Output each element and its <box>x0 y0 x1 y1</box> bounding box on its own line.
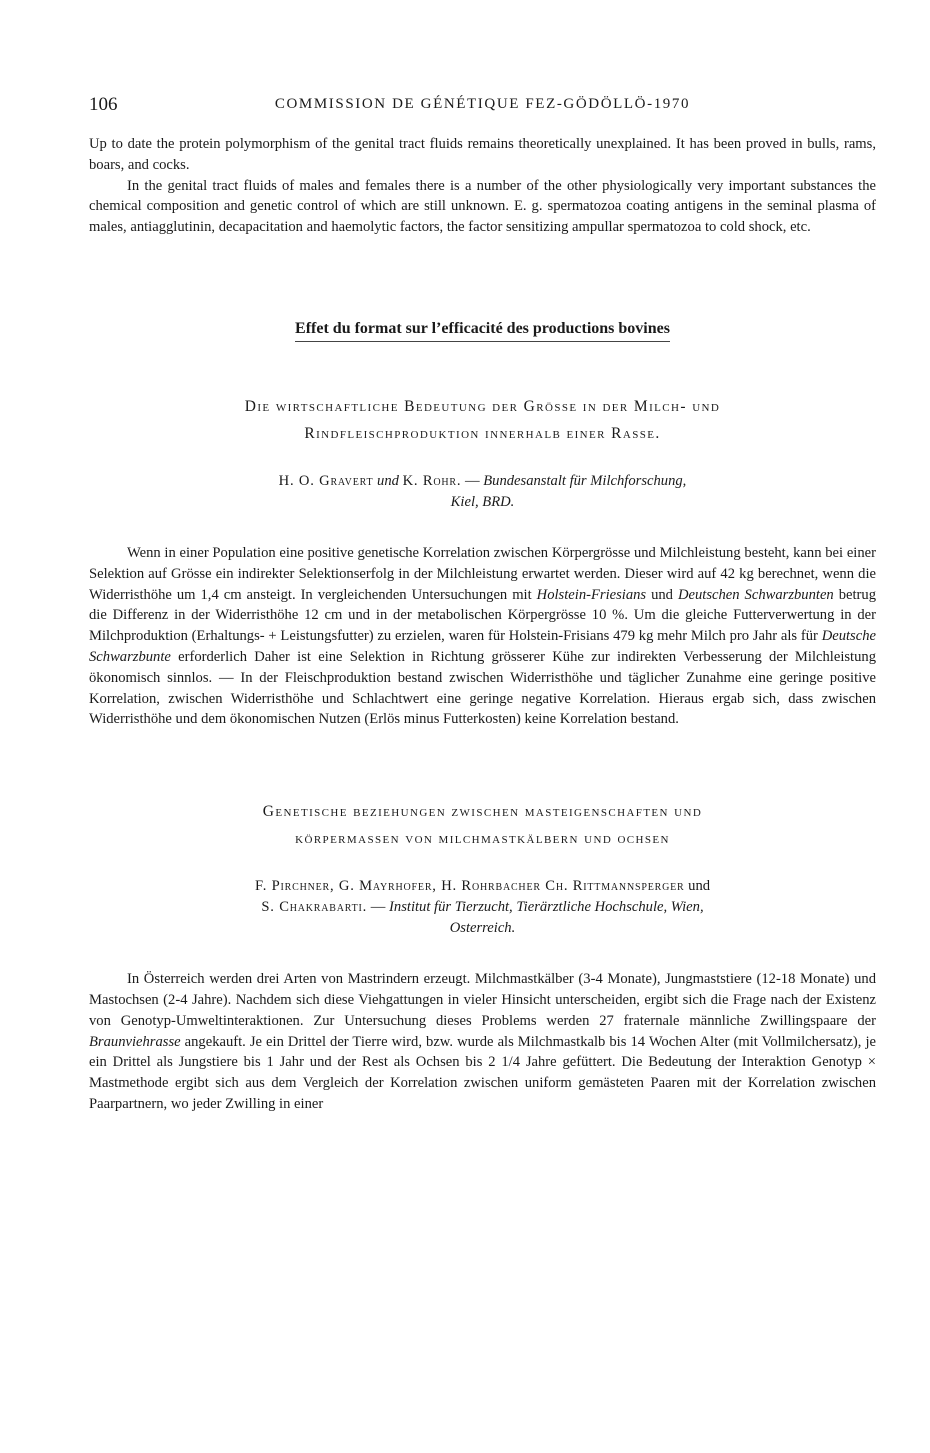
article1-affiliation-line2: Kiel, BRD. <box>450 493 515 510</box>
article2-affiliation-country: Osterreich. <box>449 920 516 937</box>
article2-title <box>89 798 876 852</box>
article2-affiliation: Institut für Tierzucht, Tierärztliche Hochschule, Wien, <box>389 899 704 916</box>
article2-authors-line1 <box>89 876 876 897</box>
article1-title-line2: Rindfleischproduktion innerhalb einer Rasse. <box>304 424 661 442</box>
article2-title-line2: körpermassen von milchmastkälbern und ochsen <box>295 830 670 848</box>
article2-authors <box>89 876 876 939</box>
article2-und: und <box>688 878 711 895</box>
intro-paragraph-2: In the genital tract fluids of males and females there is a number of the other physiologically very important substances the chemical composition and genetic control of which are still unknown. E. g. spermatozoa coating antigens in the seminal plasma of males, antiagglutinin, decapacitation and haemolytic factors, the factor sensitizing ampullar spermatozoa to cold shock, etc. <box>89 177 876 236</box>
section-heading-text: Effet du format sur l’efficacité des productions bovines <box>295 320 670 342</box>
article2-abstract-i1: Braunviehrasse <box>89 1033 181 1050</box>
article1-author2: K. Rohr. <box>402 472 462 489</box>
article1-abstract-i1: Holstein-Friesians <box>536 586 647 603</box>
page <box>89 88 876 1115</box>
journal-title: COMMISSION DE GÉNÉTIQUE FEZ-GÖDÖLLÖ-1970 <box>274 96 691 112</box>
article1-abstract-t2: und <box>646 586 678 603</box>
page-number: 106 <box>89 94 118 115</box>
article1-sep: — <box>464 472 484 489</box>
article1-authors-line2 <box>89 492 876 513</box>
article1-abstract-t4: erforderlich Daher ist eine Selektion in Richtung grösserer Kühe zur indirekten Verbesserung der Milchleistung ökonomisch sinnlos. — In der Fleischproduktion bestand zwischen Widerristhöhe und täglicher Zunahme eine geringe positive Korrelation, zwischen Widerristhöhe und Schlachtwert eine geringe negative Korrelation. Hieraus ergab sich, dass zwischen Widerristhöhe und dem ökonomischen Nutzen (Erlös minus Futterkosten) keine Korrelation bestand. <box>89 648 876 728</box>
article1-abstract-i3: Deutsche Schwarzbunte <box>89 628 876 665</box>
article2-sep: — <box>370 899 390 916</box>
article2-abstract <box>89 969 876 1115</box>
article1-abstract <box>89 543 876 730</box>
article1-und: und <box>377 472 399 489</box>
article1-authors <box>89 471 876 513</box>
article1-abstract-t1: Wenn in einer Population eine positive genetische Korrelation zwischen Körpergrösse und Milchleistung besteht, kann bei einer Selektion auf Grösse ein indirekter Selektionserfolg in der Milchleistung erwartet werden. Dieser wird auf 42 kg berechnet, wenn die Widerristhöhe um 1,4 cm ansteigt. In vergleichenden Untersuchungen mit <box>89 544 876 603</box>
article2-abstract-t2: angekauft. Je ein Drittel der Tierre wird, bzw. wurde als Milchmastkalb bis 14 Wochen Alter (mit Vollmilchersatz), je ein Drittel als Jungstiere bis 1 Jahr und der Rest als Ochsen bis 2 1/4 Jahre gefüttert. Die Bedeutung der Interaktion Genotyp × Mastmethode ergibt sich aus dem Vergleich der Korrelation zwischen uniform gemästeten Paaren mit der Korrelation zwischen Paarpartnern, wo jeder Zwilling in einer <box>89 1033 876 1112</box>
article1-abstract-t3: betrug die Differenz in der Widerristhöhe 12 cm und in der metabolischen Körpergrösse 10 %. Um die gleiche Futterverwertung in der Milchproduktion (Erhaltungs- + Leistungsfutter) zu erzielen, waren für Holstein-Frisians 479 kg mehr Milch pro Jahr als für <box>89 586 877 645</box>
article2-title-line1: Genetische beziehungen zwischen masteigenschaften und <box>262 803 703 821</box>
article1-author1: H. O. Gravert <box>278 472 374 489</box>
article2-authors-line3 <box>89 918 876 939</box>
intro-paragraph-1: Up to date the protein polymorphism of the genital tract fluids remains theoretically unexplained. It has been proved in bulls, rams, boars, and cocks. <box>89 136 876 173</box>
article1-title-line1: Die wirtschaftliche Bedeutung der Grösse in der Milch- und <box>244 397 721 415</box>
section-heading <box>89 320 876 338</box>
article1-authors-line1 <box>89 471 876 492</box>
article2-abstract-t1: In Österreich werden drei Arten von Mastrindern erzeugt. Milchmastkälber (3-4 Monate), Jungmaststiere (12-18 Monate) und Mastochsen (2-4 Jahre). Nachdem sich diese Viehgattungen in vieler Hinsicht unterscheiden, ergibt sich die Frage nach der Existenz von Genotyp-Umweltinteraktionen. Zur Untersuchung dieses Problems werden 27 fraternale männliche Zwillingspaare der <box>89 971 876 1029</box>
article1-abstract-i2: Deutschen Schwarzbunten <box>677 586 834 603</box>
intro-text <box>89 134 876 238</box>
article1-title <box>89 393 876 447</box>
article2-authors-names: F. Pirchner, G. Mayrhofer, H. Rohrbacher Ch. Rittmannsperger <box>254 878 685 895</box>
article1-affiliation-line1: Bundesanstalt für Milchforschung, <box>483 472 687 489</box>
article2-author-last: S. Chakrabarti. <box>261 899 368 916</box>
running-head <box>89 88 876 118</box>
article2-authors-line2 <box>89 897 876 918</box>
